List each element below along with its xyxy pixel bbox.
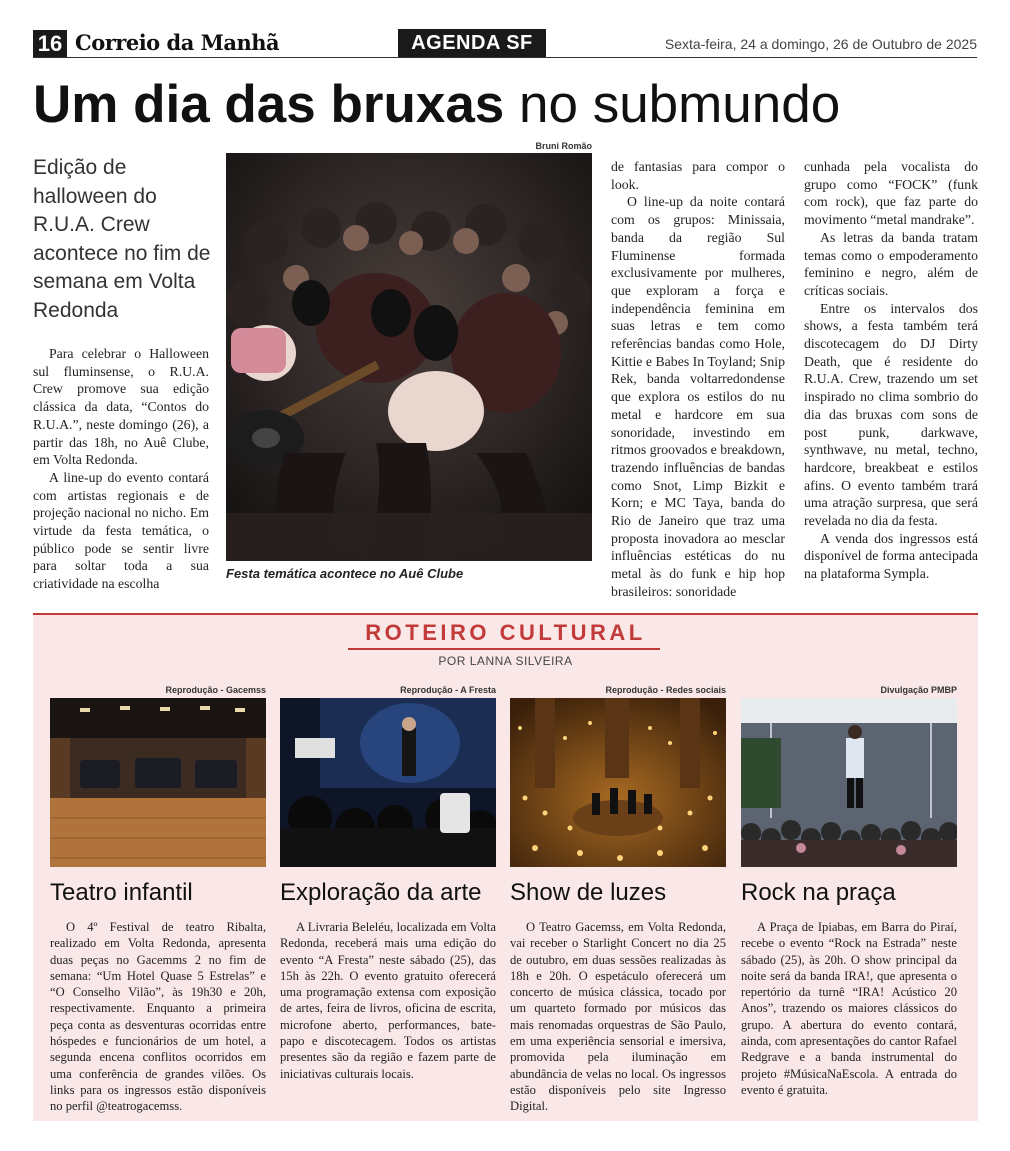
paragraph: Para celebrar o Halloween sul fluminsense, o R.U.A. Crew promove sua edição clássica da data, “Contos do R.U.A.”, neste domingo (26), a partir das 18h, no Auê Clube, em Volta Redonda. [33, 346, 209, 468]
art-event-photo [280, 698, 496, 867]
roteiro-card [50, 685, 266, 1115]
roteiro-rule [348, 648, 660, 650]
paragraph: Entre os intervalos dos shows, a festa também terá discotecagem do DJ Dirty Death, que é residente do R.U.A. Crew, trazendo um set inspirado no clima sombrio do dia das bruxas com sons de post punk, darkwave, synthwave, nu metal, techno, hardcore, breakbeat e estilos afins. O evento também trará uma atração surpresa, que será revelada no dia da festa. [804, 300, 978, 529]
newspaper-name: Correio da Manhã [75, 30, 280, 55]
dateline: Sexta-feira, 24 a domingo, 26 de Outubro de 2025 [664, 36, 977, 52]
page-number: 16 [33, 30, 67, 57]
candle-concert-photo [510, 698, 726, 867]
masthead-rule [33, 57, 977, 58]
photo-credit: Reprodução - A Fresta [400, 685, 496, 695]
photo-credit: Divulgação PMBP [880, 685, 957, 695]
card-text: A Livraria Beleléu, localizada em Volta Redonda, receberá mais uma edição do evento “A Fresta” neste sábado (25), das 15h às 22h. O evento gratuito oferecerá uma programação extensa com exposição de artes, feira de livros, oficina de escrita, microfone aberto, performances, bate-papo e discotecagem. Todos os artistas presentes são da região e fazem parte de iniciativas culturais locais. [280, 920, 496, 1081]
card-title: Show de luzes [510, 879, 667, 906]
photo-credit: Reprodução - Gacemss [165, 685, 266, 695]
card-title: Rock na praça [741, 879, 896, 906]
headline [33, 72, 840, 138]
section-tag: AGENDA SF [398, 29, 546, 57]
article-column-1 [33, 345, 209, 593]
paragraph: A venda dos ingressos está disponível de forma antecipada na plataforma Sympla. [804, 530, 978, 582]
roteiro-card [510, 685, 726, 1115]
card-text: O Teatro Gacemss, em Volta Redonda, vai receber o Starlight Concert no dia 25 de outubro, em duas sessões realizadas às 18h e 20h. O espetáculo oferecerá um concerto de música clássica, tocado por um quarteto formado por músicos das mais renomadas orquestras de São Paulo, em uma experiência sensorial e imersiva, promovida pela iluminação em abundância de velas no local. Os ingressos estão disponíveis pelo site Ingresso Digital. [510, 920, 726, 1114]
roteiro-card [280, 685, 496, 1082]
paragraph: de fantasias para compor o look. [611, 159, 785, 192]
theater-photo [50, 698, 266, 867]
photo-caption: Festa temática acontece no Auê Clube [226, 566, 464, 581]
article-column-3 [611, 158, 785, 601]
photo-credit: Reprodução - Redes sociais [605, 685, 726, 695]
headline-bold: Um dia das bruxas [33, 75, 505, 134]
main-photo [226, 153, 592, 561]
roteiro-byline: POR LANNA SILVEIRA [438, 654, 573, 668]
roteiro-title: ROTEIRO CULTURAL [365, 620, 646, 645]
roteiro-card [741, 685, 957, 1098]
article-column-4 [804, 158, 978, 583]
card-text: O 4º Festival de teatro Ribalta, realizado em Volta Redonda, apresenta duas peças no Gacemms 2 no fim de semana: “Um Hotel Quase 5 Estrelas” e “O Conselho Vilão”, às 19h30 e 20h, respectivamente. Enquanto a primeira peça conta as desventuras ocorridas entre hóspedes e funcionários de um hotel, a segunda encena conflitos ocorridos em uma conferência de grandes vilões. Os links para os ingressos estão disponíveis no perfil @teatrogacemss. [50, 920, 266, 1114]
photo-credit: Bruni Romão [535, 141, 592, 151]
roteiro-cultural-box [33, 613, 978, 1121]
paragraph: cunhada pela vocalista do grupo como “FOCK” (funk com rock), que faz parte do movimento “metal mandrake”. [804, 159, 978, 228]
card-title: Teatro infantil [50, 879, 193, 906]
article-deck: Edição de halloween do R.U.A. Crew acontece no fim de semana em Volta Redonda [33, 156, 211, 322]
headline-light: no submundo [519, 75, 841, 134]
card-title: Exploração da arte [280, 879, 482, 906]
card-text: A Praça de Ipiabas, em Barra do Piraí, recebe o evento “Rock na Estrada” neste sábado (25), às 20h. O show principal da noite será da banda IRA!, que apresenta o repertório da turnê “IRA! Acústico 20 Anos”, trazendo os maiores clássicos do grupo. A abertura do evento contará, ainda, com apresentações do cantor Rafael Redgrave e a banda instrumental do projeto #MúsicaNaEscola. A entrada do evento é gratuita. [741, 920, 957, 1097]
paragraph: A line-up do evento contará com artistas regionais e de projeção nacional no nicho. Em virtude da festa temática, o público pode se sentir livre para soltar toda a sua criatividade na escolha [33, 469, 209, 592]
paragraph: O line-up da noite contará com os grupos: Minissaia, banda da região Sul Fluminense formada exclusivamente por mulheres, que exploram a força e independência feminina em suas letras e tem como referências bandas como Hole, Kittie e Babes In Toyland; Snip Rek, banda voltarredondense que explora os estilos do nu metal e hardcore em sua sonoridade, investindo em ritmos groovados e breakdown, trazendo influências de bandas como Snot, Limp Bizkit e Korn; e MC Taya, banda do Rio de Janeiro que traz uma proposta inovadora ao mesclar influências estéticas do nu metal às do funk e hip hop brasileiros: sonoridade [611, 194, 785, 599]
paragraph: As letras da banda tratam temas como o empoderamento feminino e negro, além de críticas sociais. [804, 229, 978, 298]
rock-concert-photo [741, 698, 957, 867]
